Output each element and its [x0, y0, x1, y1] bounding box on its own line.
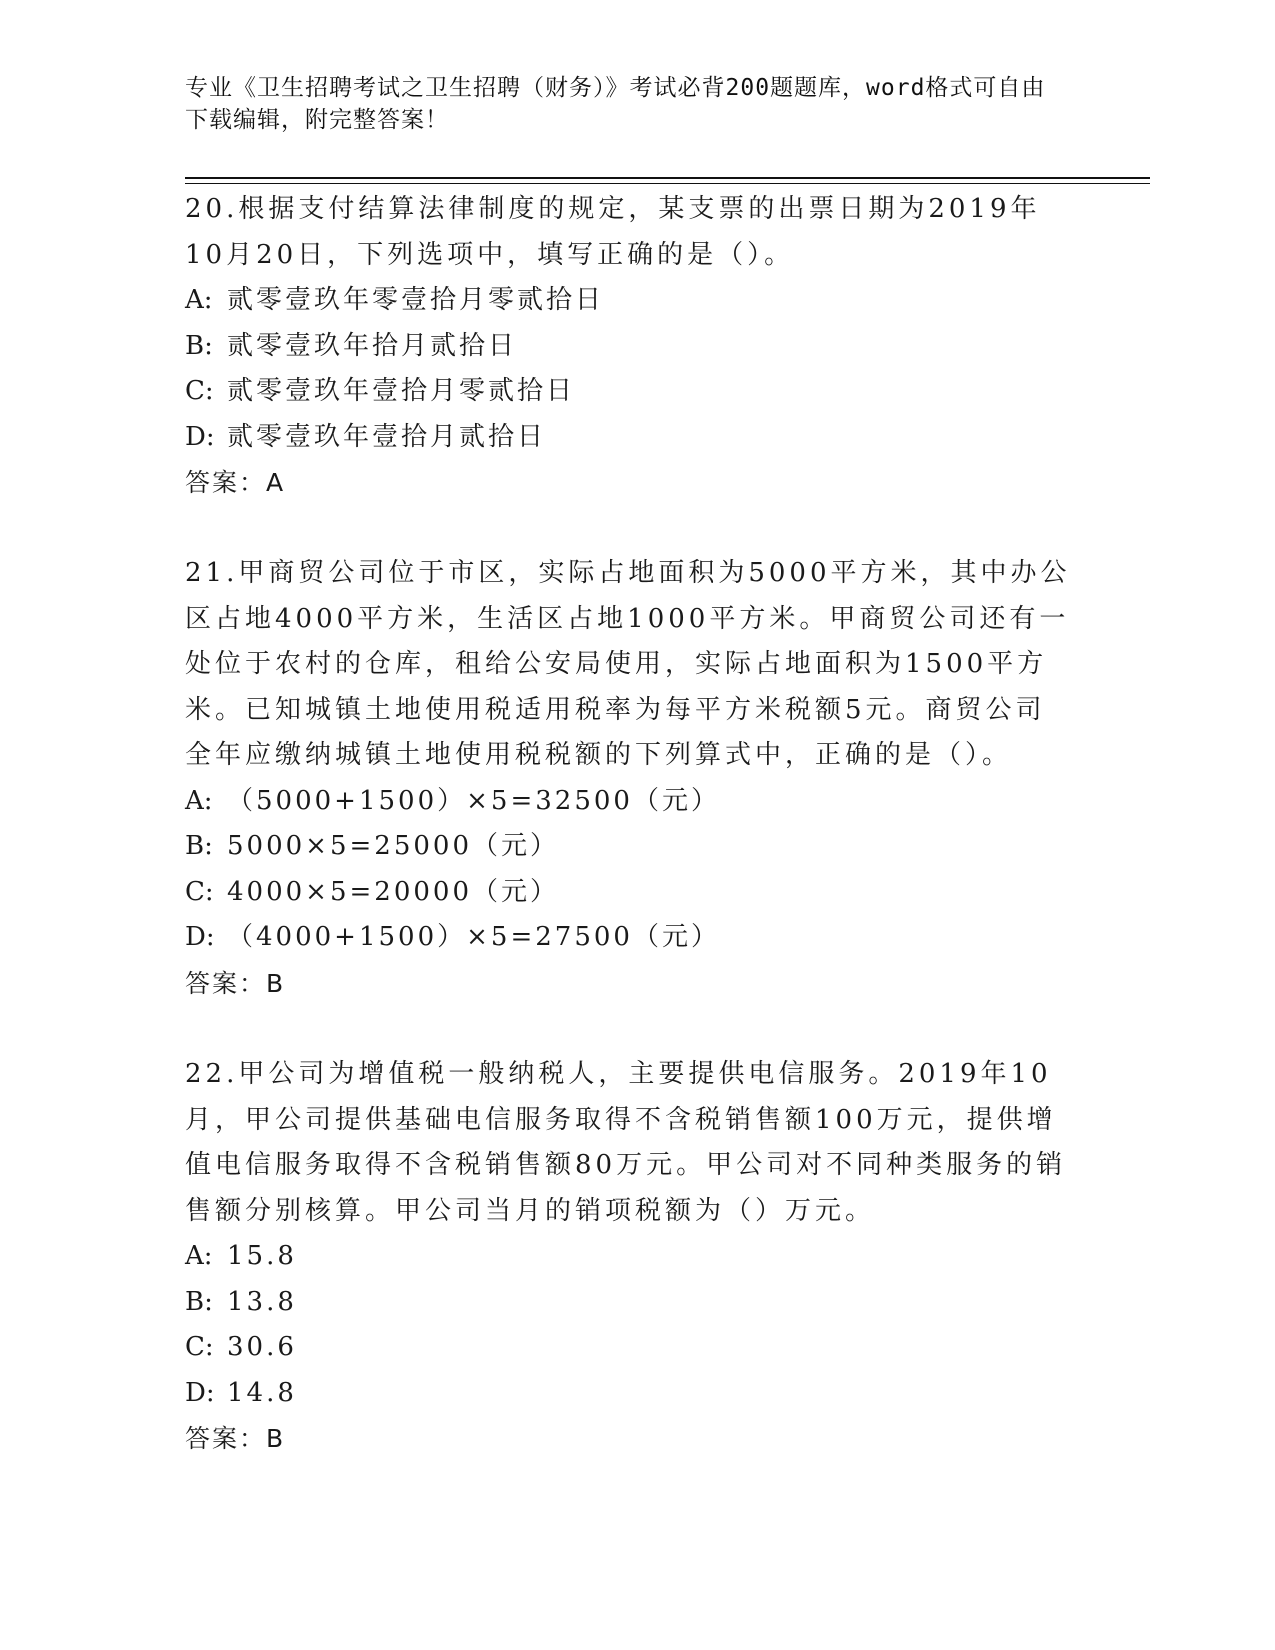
- option-text: 13.8: [227, 1286, 297, 1317]
- header-divider-thin: [185, 183, 1150, 184]
- option-letter: C:: [185, 876, 214, 907]
- option-a: [185, 278, 1075, 324]
- option-letter: C:: [185, 1332, 214, 1362]
- option-text: 贰零壹玖年壹拾月零贰拾日: [227, 376, 576, 406]
- option-letter: A:: [185, 785, 213, 816]
- header-divider-thick: [185, 177, 1150, 179]
- answer-line: 答案：A: [185, 468, 286, 497]
- option-letter: A:: [185, 285, 213, 315]
- option-text: 14.8: [227, 1377, 297, 1408]
- question-22: [185, 1052, 1075, 1462]
- question-stem: 22.甲公司为增值税一般纳税人，主要提供电信服务。2019年10月，甲公司提供基础电信服务取得不含税销售额100万元，提供增值电信服务取得不含税销售额80万元。甲公司对不同种类服务的销售额分别核算。甲公司当月的销项税额为（）万元。: [185, 1059, 1067, 1226]
- option-letter: B:: [185, 1286, 213, 1317]
- option-letter: A:: [185, 1241, 213, 1271]
- option-b: [185, 824, 1075, 870]
- option-text: 贰零壹玖年壹拾月贰拾日: [227, 421, 547, 452]
- option-text: 贰零壹玖年零壹拾月零贰拾日: [227, 285, 605, 315]
- option-b: [185, 324, 1075, 370]
- answer-line: 答案：B: [185, 1424, 286, 1453]
- question-21: [185, 551, 1075, 1006]
- option-d: [185, 415, 1075, 461]
- option-letter: B:: [185, 831, 213, 861]
- option-a: [185, 779, 1075, 825]
- option-text: 15.8: [227, 1241, 297, 1271]
- answer-line: 答案：B: [185, 968, 286, 998]
- question-stem: 20.根据支付结算法律制度的规定，某支票的出票日期为2019年10月20日，下列选项中，填写正确的是（）。: [185, 194, 1041, 270]
- option-text: （4000+1500）×5=27500（元）: [227, 922, 720, 952]
- option-text: 4000×5=20000（元）: [227, 876, 559, 907]
- option-text: 30.6: [227, 1332, 297, 1362]
- option-c: [185, 369, 1075, 415]
- option-a: [185, 1234, 1075, 1280]
- option-letter: C:: [185, 376, 214, 406]
- option-text: 5000×5=25000（元）: [227, 831, 559, 861]
- option-letter: D:: [185, 1377, 215, 1408]
- document-header: 专业《卫生招聘考试之卫生招聘（财务）》考试必背200题题库，word格式可自由下载编辑，附完整答案！: [185, 75, 1046, 133]
- option-letter: D:: [185, 922, 215, 952]
- option-d: [185, 1371, 1075, 1417]
- option-text: （5000+1500）×5=32500（元）: [227, 785, 720, 816]
- option-letter: B:: [185, 330, 213, 361]
- option-letter: D:: [185, 421, 215, 452]
- option-text: 贰零壹玖年拾月贰拾日: [227, 330, 518, 361]
- option-b: [185, 1280, 1075, 1326]
- question-20: [185, 187, 1075, 506]
- option-d: [185, 915, 1075, 961]
- option-c: [185, 1325, 1075, 1371]
- option-c: [185, 870, 1075, 916]
- question-stem: 21.甲商贸公司位于市区，实际占地面积为5000平方米，其中办公区占地4000平方米，生活区占地1000平方米。甲商贸公司还有一处位于农村的仓库，租给公安局使用，实际占地面积为1500平方米。已知城镇土地使用税适用税率为每平方米税额5元。商贸公司全年应缴纳城镇土地使用税税额的下列算式中，正确的是（）。: [185, 558, 1071, 770]
